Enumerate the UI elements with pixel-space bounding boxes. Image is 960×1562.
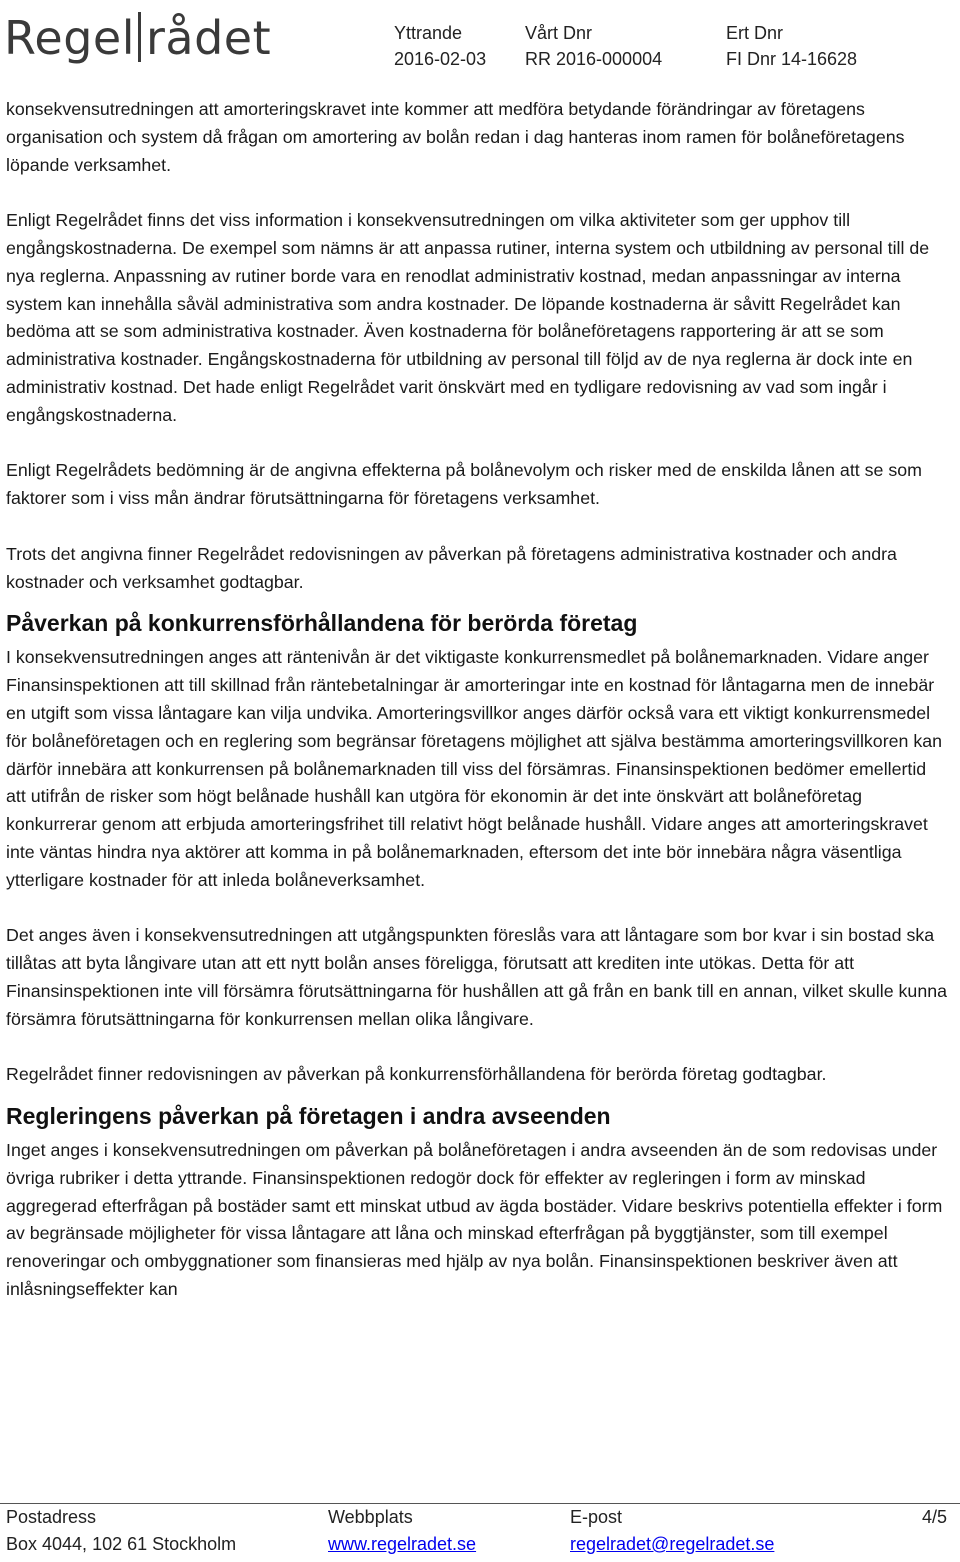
footer-postal-label: Postadress (6, 1507, 97, 1527)
meta-your-ref (726, 20, 857, 72)
document-body (6, 96, 950, 1332)
footer-website-label: Webbplats (328, 1507, 413, 1527)
meta-document-date: 2016-02-03 (394, 49, 487, 69)
paragraph: Enligt Regelrådet finns det viss information i konsekvensutredningen om vilka aktiviteter som ger upphov till engångskostnaderna. De exempel som nämns är att anpassa rutiner, interna system och utbildning av personal till de nya reglerna. Anpassning av rutiner borde vara en renodlat administrativ kostnad, medan anpassningar av interna system kan innehålla såväl administrativa som andra kostnader. De löpande kostnaderna är såvitt Regelrådet kan bedöma att se som administrativa kostnader. Även kostnaderna för bolåneföretagens rapportering är att se som administrativa kostnader. Engångskostnaderna för utbildning av personal till följd av de nya reglerna är dock inte en administrativ kostnad. Det hade enligt Regelrådet varit önskvärt med en tydligare redovisning av vad som ingår i engångskostnaderna. (6, 210, 930, 425)
footer-postal-address (6, 1504, 236, 1558)
logo-text-right: rådet (145, 11, 272, 65)
paragraph: Trots det angivna finner Regelrådet redovisningen av påverkan på företagens administrativa kostnader och andra kostnader och verksamhet godtagbar. (6, 543, 897, 592)
meta-your-ref-label: Ert Dnr (726, 23, 784, 43)
footer-email-label: E-post (570, 1507, 623, 1527)
footer-email (570, 1504, 774, 1558)
paragraph: Regelrådet finner redovisningen av påverkan på konkurrensförhållandena för berörda företag godtagbar. (6, 1064, 827, 1085)
logo-divider (138, 12, 141, 62)
meta-our-ref-value: RR 2016-000004 (525, 49, 663, 69)
section-heading: Påverkan på konkurrensförhållandena för berörda företag (6, 610, 638, 637)
paragraph: I konsekvensutredningen anges att räntenivån är det viktigaste konkurrensmedlet på bolånemarknaden. Vidare anger Finansinspektionen att till skillnad från räntebetalningar är amorteringar inte en kostnad för låntagarna men de innebär en utgift som vissa låntagare kan vilja undvika. Amorteringsvillkor anges därför också vara ett viktigt konkurrensmedel för bolåneföretagen och en reglering som begränsar företagens möjlighet att själva bestämma amorteringsvillkoren kan därför innebära att konkurrensen på bolånemarknaden till viss del försämras. Finansinspektionen bedömer emellertid att utifrån de risker som högt belånade hushåll kan utgöra för ekonomin är det inte önskvärt att bolåneföretag konkurrerar genom att erbjuda amorteringsfrihet till relativt högt belånade hushåll. Vidare anges att amorteringskravet inte väntas hindra nya aktörer att komma in på bolånemarknaden, eftersom det inte bör innebära några väsentliga ytterligare kostnader för att inleda bolåneverksamhet. (6, 647, 942, 890)
meta-document-type (394, 20, 486, 72)
meta-document-type-label: Yttrande (394, 23, 463, 43)
footer-postal-value: Box 4044, 102 61 Stockholm (6, 1534, 237, 1554)
page-footer (0, 1498, 960, 1562)
meta-our-ref-label: Vårt Dnr (525, 23, 593, 43)
page-number: 4/5 (922, 1507, 948, 1527)
logo-text-left: Regel (4, 11, 135, 65)
meta-our-ref (525, 20, 662, 72)
paragraph: Inget anges i konsekvensutredningen om påverkan på bolåneföretagen i andra avseenden än de som redovisas under övriga rubriker i detta yttrande. Finansinspektionen redogör dock för effekter av regleringen i form av minskad aggregerad efterfrågan på bostäder samt ett minskat utbud av ägda bostäder. Vidare beskrivs potentiella effekter i form av begränsade möjligheter för vissa låntagare att låna och minskad efterfrågan på byggtjänster, som till exempel renoveringar och ombyggnationer som finansieras med hjälp av nya bolån. Finansinspektionen beskriver även att inlåsningseffekter kan (6, 1140, 943, 1300)
section-heading: Regleringens påverkan på företagen i andra avseenden (6, 1103, 611, 1130)
footer-website-link[interactable]: www.regelradet.se (328, 1534, 477, 1554)
footer-website (328, 1504, 476, 1558)
paragraph: Det anges även i konsekvensutredningen att utgångspunkten föreslås vara att låntagare som bor kvar i sin bostad ska tillåtas att byta långivare utan att ett nytt bolån anses föreligga, förutsatt att krediten inte utökas. Detta för att Finansinspektionen inte vill försämra förutsättningarna för hushållen att gå från en bank till en annan, vilket skulle kunna försämra förutsättningarna för konkurrensen mellan olika långivare. (6, 925, 947, 1029)
footer-email-link[interactable]: regelradet@regelradet.se (570, 1534, 775, 1554)
meta-your-ref-value: FI Dnr 14-16628 (726, 49, 858, 69)
paragraph: Enligt Regelrådets bedömning är de angivna effekterna på bolånevolym och risker med de enskilda lånen att se som faktorer som i viss mån ändrar förutsättningarna för företagens verksamhet. (6, 460, 922, 509)
page-header (0, 0, 960, 80)
regelradet-logo (4, 8, 271, 68)
paragraph: konsekvensutredningen att amorteringskravet inte kommer att medföra betydande förändringar av företagens organisation och system då frågan om amortering av bolån redan i dag hanteras inom ramen för bolåneföretagens löpande verksamhet. (6, 99, 905, 175)
